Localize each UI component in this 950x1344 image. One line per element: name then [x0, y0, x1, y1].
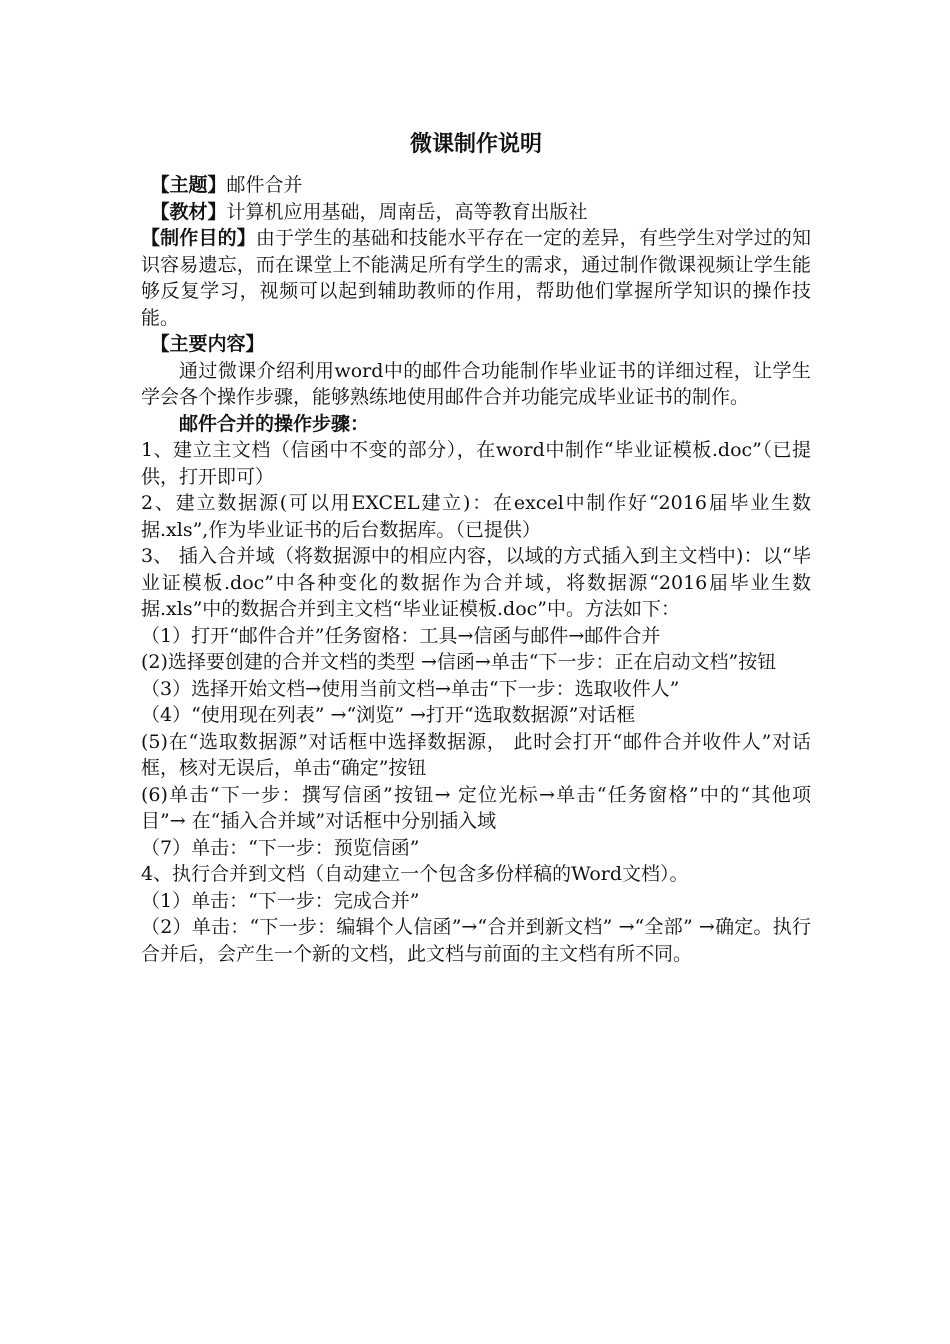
theme-label: 【主题】: [150, 174, 227, 196]
step-line-3: 3、 插入合并域（将数据源中的相应内容，以域的方式插入到主文档中)：以“毕业证模板.doc”中各种变化的数据作为合并域，将数据源“2016届毕业生数据.xls”中的数据合并到主文档“毕业证模板.doc”中。方法如下：: [141, 545, 811, 620]
theme-value: 邮件合并: [226, 174, 303, 196]
textbook-line: [141, 199, 811, 226]
step-line-4: 4、执行合并到文档（自动建立一个包含多份样稿的Word文档）。: [141, 863, 689, 885]
textbook-label: 【教材】: [150, 200, 227, 223]
substep-line-3-5: (5)在“选取数据源”对话框中选择数据源， 此时会打开“邮件合并收件人”对话框，核对无误后，单击“确定”按钮: [141, 730, 811, 779]
substep-line-4-1: （1）单击：“下一步：完成合并”: [141, 889, 420, 912]
purpose-label: 【制作目的】: [141, 227, 256, 249]
substep-line-3-1: （1）打开“邮件合并”任务窗格：工具→信函与邮件→邮件合并: [141, 624, 661, 647]
step-line-1: 1、建立主文档（信函中不变的部分），在word中制作“毕业证模板.doc”（已提供，打开即可）: [141, 439, 811, 488]
step-line-2: 2、建立数据源(可以用EXCEL建立)：在excel中制作好“2016届毕业生数据.xls”,作为毕业证书的后台数据库。（已提供）: [141, 492, 811, 541]
substep-line-3-6: (6)单击“下一步：撰写信函”按钮→ 定位光标→单击“任务窗格”中的“其他项目”→ 在“插入合并域”对话框中分别插入域: [141, 783, 811, 832]
steps-heading: 邮件合并的操作步骤：: [179, 412, 370, 435]
main-content-label: 【主要内容】: [150, 333, 265, 355]
intro-paragraph: 通过微课介绍利用word中的邮件合功能制作毕业证书的详细过程，让学生学会各个操作步骤，能够熟练地使用邮件合并功能完成毕业证书的制作。: [141, 359, 811, 408]
substep-line-3-4: （4）“使用现在列表” →“浏览” →打开“选取数据源”对话框: [141, 704, 636, 726]
substep-line-3-7: （7）单击：“下一步：预览信函”: [141, 836, 420, 859]
document-title: 微课制作说明: [409, 132, 542, 157]
textbook-value: 计算机应用基础，周南岳，高等教育出版社: [226, 200, 588, 223]
substep-line-4-2: （2）单击：“下一步：编辑个人信函”→“合并到新文档” →“全部” →确定。执行合并后，会产生一个新的文档，此文档与前面的主文档有所不同。: [141, 916, 811, 965]
document-body: [141, 130, 811, 967]
substep-line-3-2: (2)选择要创建的合并文档的类型 →信函→单击“下一步：正在启动文档”按钮: [141, 651, 777, 673]
substep-line-3-3: （3）选择开始文档→使用当前文档→单击“下一步：选取收件人”: [141, 677, 680, 700]
theme-line: [141, 172, 811, 199]
purpose-value: 由于学生的基础和技能水平存在一定的差异，有些学生对学过的知识容易遗忘，而在课堂上不能满足所有学生的需求，通过制作微课视频让学生能够反复学习，视频可以起到辅助教师的作用，帮助他们掌握所学知识的操作技能。: [141, 227, 811, 329]
purpose-paragraph: [141, 225, 811, 331]
